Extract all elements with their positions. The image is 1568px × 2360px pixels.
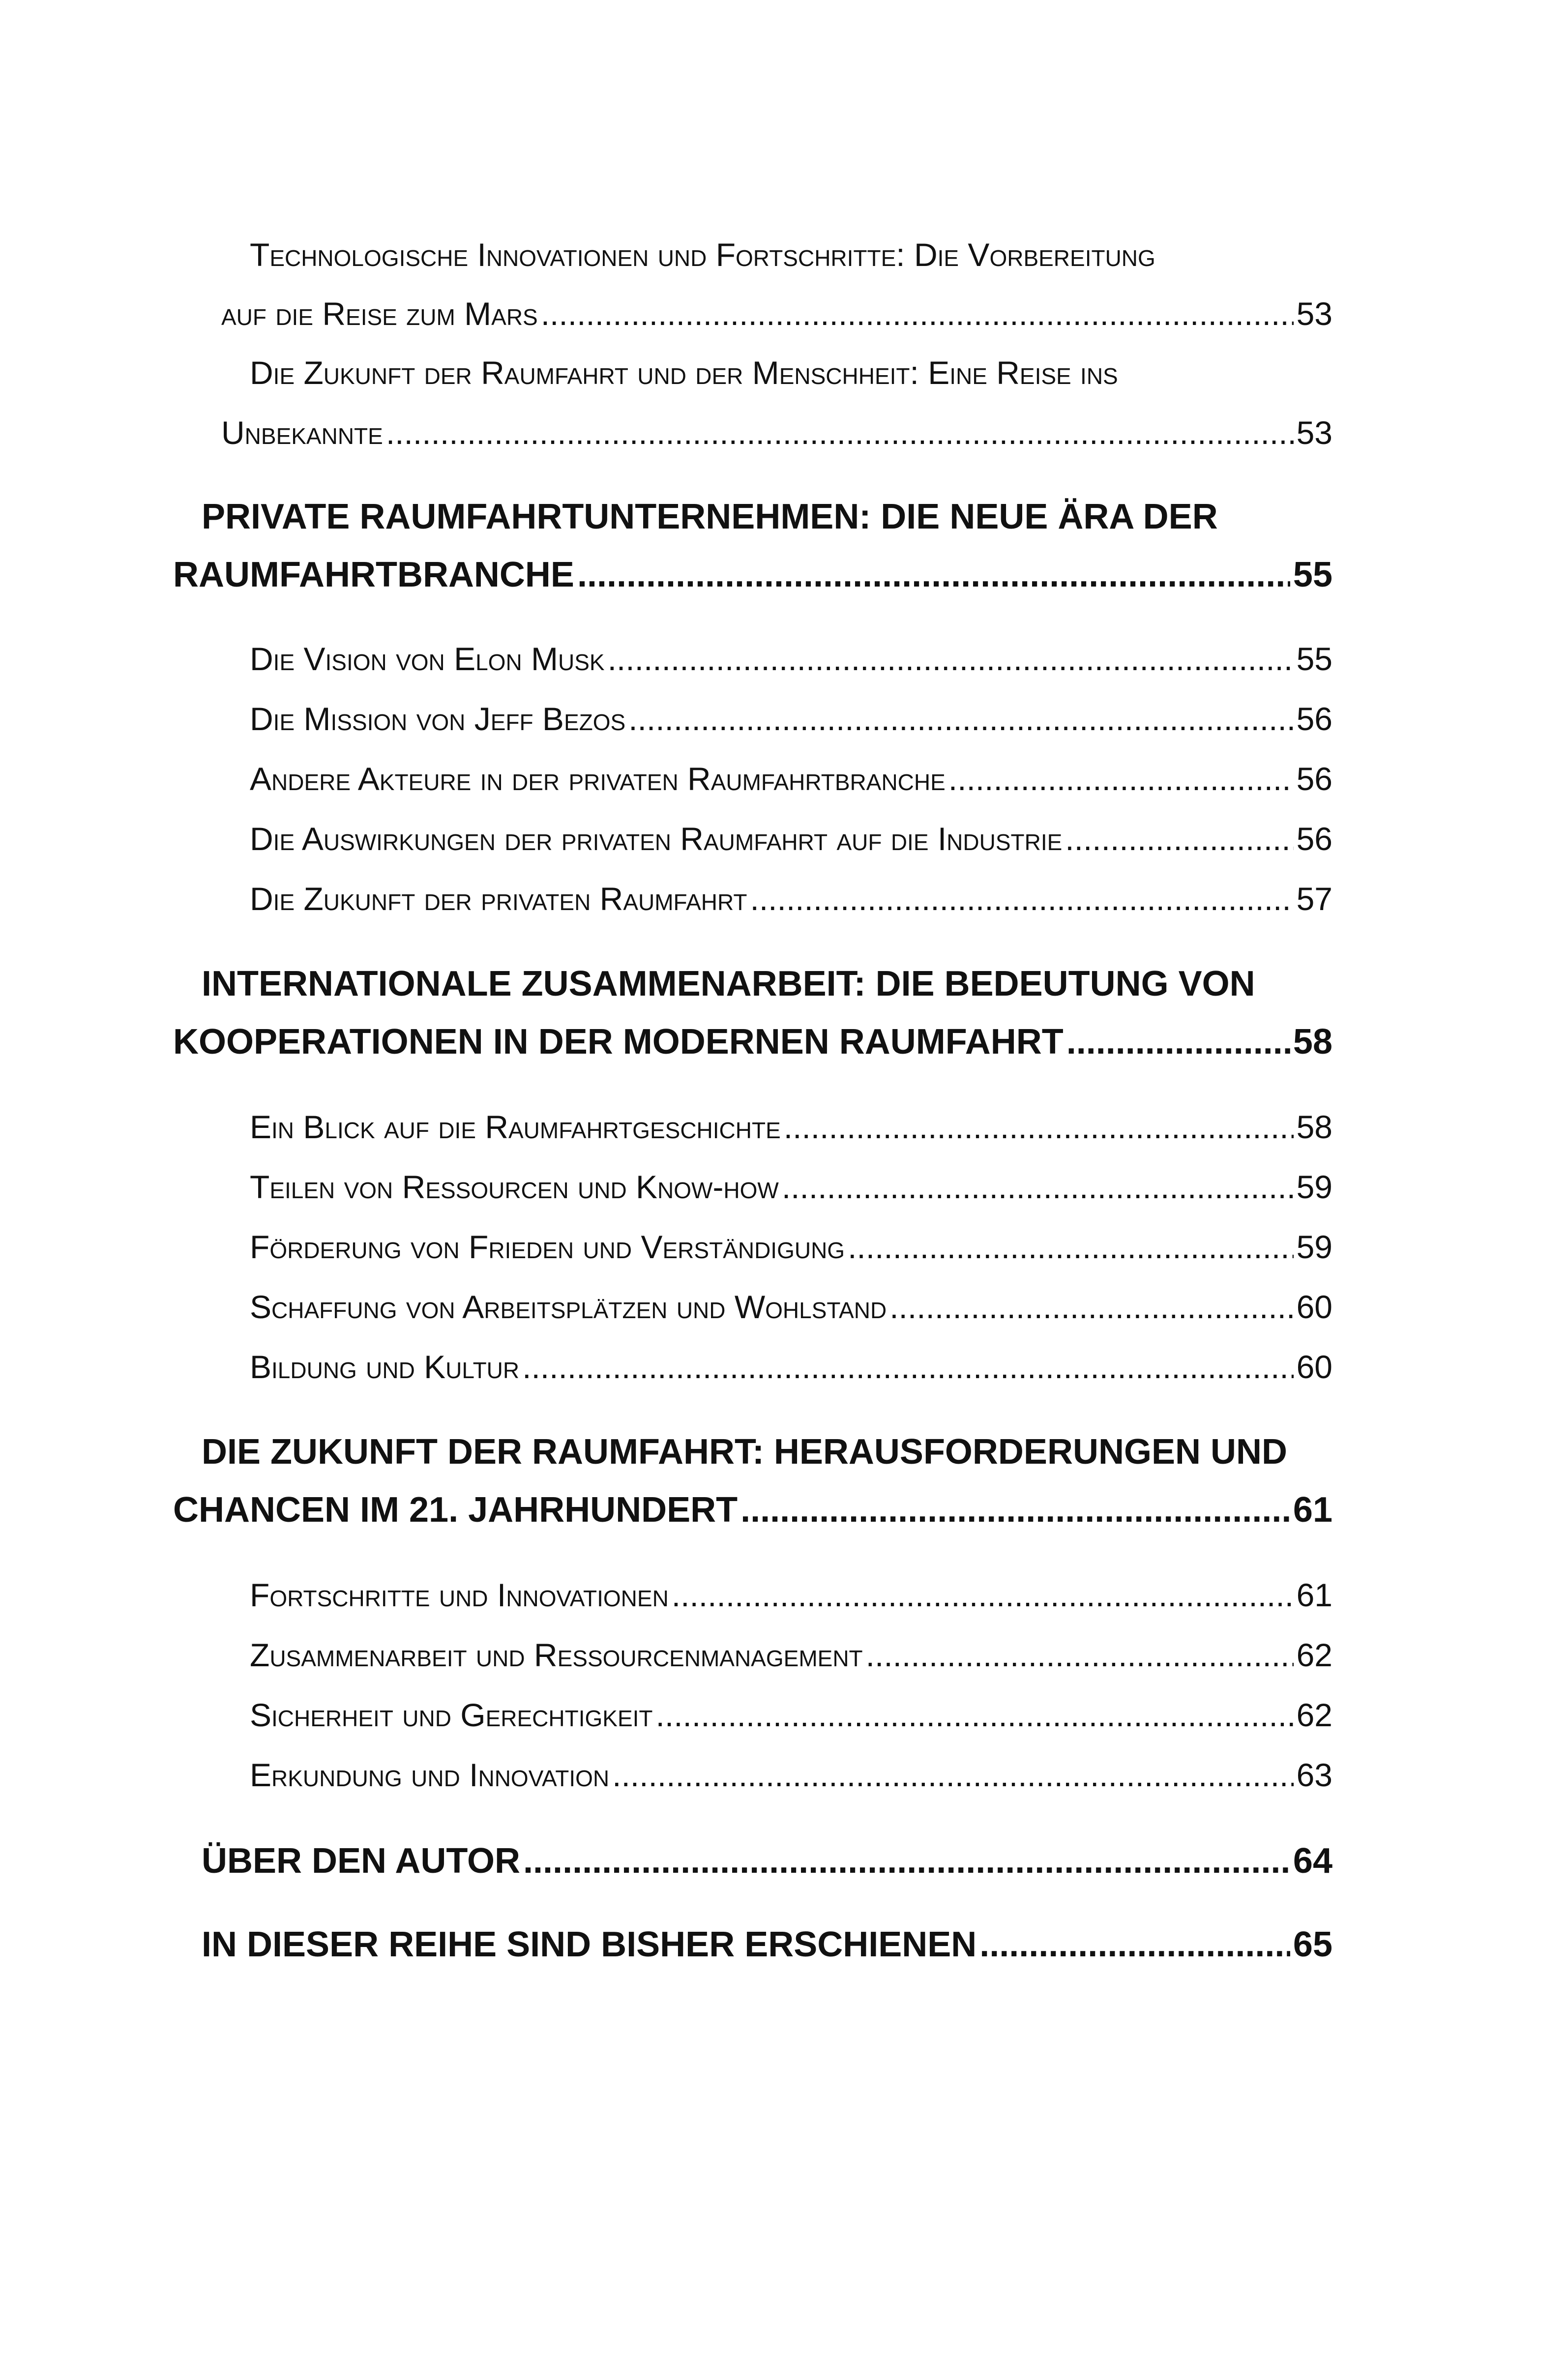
toc-entry[interactable] — [250, 820, 1332, 857]
chapter-title: IN DIESER REIHE SIND BISHER ERSCHIENEN — [202, 1925, 977, 1964]
dot-leader — [386, 414, 1294, 451]
chapter-heading-line1 — [202, 964, 1332, 1004]
dot-leader — [577, 555, 1290, 595]
toc-entry-title: Die Mission von Jeff Bezos — [250, 701, 626, 737]
chapter-title: INTERNATIONALE ZUSAMMENARBEIT: DIE BEDEUTUNG VON — [202, 964, 1255, 1003]
page-number: 62 — [1296, 1637, 1332, 1673]
toc-entry[interactable] — [250, 1576, 1332, 1614]
toc-entry[interactable] — [250, 1288, 1332, 1326]
chapter-title: KOOPERATIONEN IN DER MODERNEN RAUMFAHRT — [173, 1022, 1064, 1062]
page-number: 53 — [1296, 414, 1332, 451]
toc-entry[interactable] — [250, 700, 1332, 738]
chapter-heading[interactable] — [173, 555, 1332, 595]
dot-leader — [522, 1348, 1293, 1386]
dot-leader — [608, 640, 1294, 678]
toc-entry[interactable] — [250, 760, 1332, 797]
toc-entry[interactable] — [250, 1168, 1332, 1206]
chapter-heading-line1 — [202, 497, 1332, 537]
toc-entry-title: Förderung von Frieden und Verständigung — [250, 1229, 845, 1265]
toc-entry-title: Unbekannte — [221, 414, 383, 451]
toc-entry[interactable] — [250, 1228, 1332, 1266]
toc-entry[interactable] — [250, 1636, 1332, 1674]
toc-entry-title: Die Zukunft der privaten Raumfahrt — [250, 881, 747, 917]
toc-entry[interactable] — [250, 1696, 1332, 1734]
page-number: 56 — [1296, 701, 1332, 737]
dot-leader — [740, 1490, 1290, 1530]
page-number: 60 — [1296, 1289, 1332, 1325]
chapter-heading[interactable] — [173, 1490, 1332, 1530]
dot-leader — [750, 880, 1294, 917]
dot-leader — [784, 1108, 1294, 1146]
toc-entry-title: Andere Akteure in der privaten Raumfahrtbranche — [250, 761, 946, 797]
toc-entry[interactable] — [250, 880, 1332, 917]
toc-entry-title: Fortschritte und Innovationen — [250, 1577, 669, 1613]
page-number: 55 — [1293, 555, 1332, 594]
page-number: 62 — [1296, 1697, 1332, 1733]
dot-leader — [782, 1168, 1294, 1206]
toc-entry-title: Teilen von Ressourcen und Know-how — [250, 1169, 779, 1205]
page-number: 65 — [1293, 1925, 1332, 1964]
dot-leader — [979, 1924, 1290, 1965]
toc-entry[interactable] — [250, 640, 1332, 678]
dot-leader — [612, 1756, 1293, 1794]
chapter-title: PRIVATE RAUMFAHRTUNTERNEHMEN: DIE NEUE ÄRA DER — [202, 497, 1218, 536]
toc-entry-title: Die Zukunft der Raumfahrt und der Menschheit: Eine Reise ins — [250, 354, 1118, 391]
dot-leader — [523, 1841, 1290, 1881]
toc-entry[interactable] — [221, 414, 1332, 451]
page-number: 56 — [1296, 761, 1332, 797]
dot-leader — [848, 1228, 1294, 1266]
page-number: 57 — [1296, 881, 1332, 917]
toc-entry-line1 — [250, 236, 1331, 273]
dot-leader — [672, 1576, 1294, 1614]
page-number: 61 — [1296, 1577, 1332, 1613]
chapter-heading[interactable] — [202, 1841, 1332, 1881]
toc-entry-title: Erkundung und Innovation — [250, 1757, 610, 1793]
dot-leader — [628, 700, 1293, 738]
chapter-title: DIE ZUKUNFT DER RAUMFAHRT: HERAUSFORDERUNGEN UND — [202, 1432, 1287, 1472]
toc-entry-title: Ein Blick auf die Raumfahrtgeschichte — [250, 1109, 781, 1145]
toc-entry-title: Die Auswirkungen der privaten Raumfahrt auf die Industrie — [250, 821, 1063, 857]
toc-entry-title: Schaffung von Arbeitsplätzen und Wohlstand — [250, 1289, 887, 1325]
page-number: 61 — [1293, 1490, 1332, 1530]
page-number: 60 — [1296, 1349, 1332, 1385]
toc-entry-title: Die Vision von Elon Musk — [250, 641, 605, 677]
toc-entry-line1 — [250, 354, 1331, 391]
toc-entry-title: Zusammenarbeit und Ressourcenmanagement — [250, 1637, 863, 1673]
dot-leader — [889, 1288, 1293, 1326]
toc-entry-title: Technologische Innovationen und Fortschritte: Die Vorbereitung — [250, 236, 1155, 273]
page-number: 59 — [1296, 1169, 1332, 1205]
dot-leader — [656, 1696, 1294, 1734]
chapter-heading-line1 — [202, 1432, 1332, 1472]
dot-leader — [866, 1636, 1294, 1674]
page-number: 58 — [1296, 1109, 1332, 1145]
page-number: 59 — [1296, 1229, 1332, 1265]
chapter-title: RAUMFAHRTBRANCHE — [173, 555, 574, 594]
dot-leader — [948, 760, 1294, 797]
page-number: 58 — [1293, 1022, 1332, 1062]
dot-leader — [1066, 1022, 1290, 1062]
page-number: 55 — [1296, 641, 1332, 677]
chapter-title: CHANCEN IM 21. JAHRHUNDERT — [173, 1490, 738, 1530]
toc-entry[interactable] — [221, 295, 1332, 332]
chapter-title: ÜBER DEN AUTOR — [202, 1841, 521, 1881]
toc-entry-title: Bildung und Kultur — [250, 1349, 520, 1385]
page-number: 63 — [1296, 1757, 1332, 1793]
chapter-heading[interactable] — [173, 1022, 1332, 1062]
chapter-heading[interactable] — [202, 1924, 1332, 1965]
toc-entry-title: Sicherheit und Gerechtigkeit — [250, 1697, 653, 1733]
dot-leader — [1065, 820, 1293, 857]
page-number: 53 — [1296, 295, 1332, 332]
toc-entry[interactable] — [250, 1348, 1332, 1386]
toc-entry-title: auf die Reise zum Mars — [221, 295, 538, 332]
page-number: 64 — [1293, 1841, 1332, 1881]
dot-leader — [541, 295, 1294, 332]
page-number: 56 — [1296, 821, 1332, 857]
toc-entry[interactable] — [250, 1756, 1332, 1794]
toc-entry[interactable] — [250, 1108, 1332, 1146]
